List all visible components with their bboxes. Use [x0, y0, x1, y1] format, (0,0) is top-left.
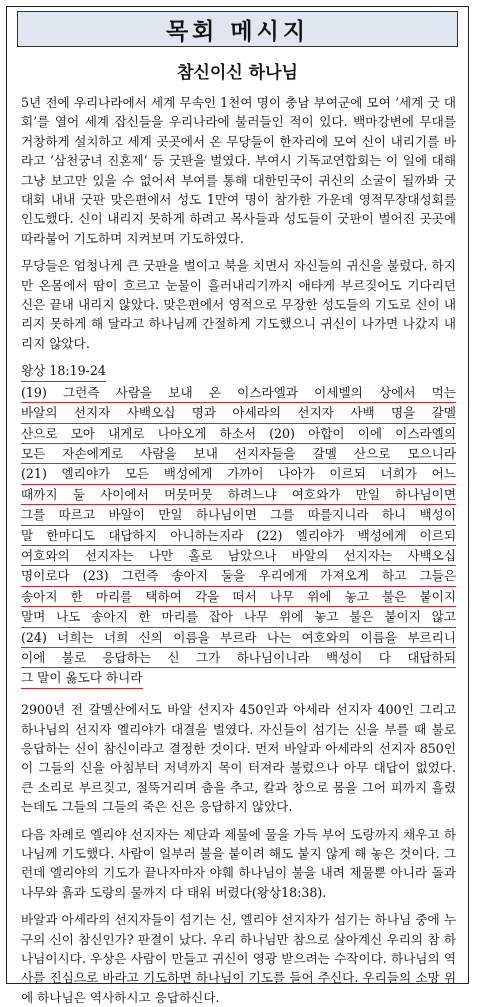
- paragraph: 바알과 아세라의 선지자들이 섬기는 신, 엘리야 선지자가 섬기는 하나님 중에 누구의 신이 참신인가? 판결이 났다. 우리 하나님만 참으로 살아계신 우리의 참 하나님이시다. 우상은 사람이 만들고 귀신이 영광 받으려는 수작이다. 하나님의 역사를 진심으로 바라고 기도하면 하나님이 기도를 들어 주신다. 우리들의 소망 위에 하나님은 역사하시고 응답하신다.: [21, 912, 456, 1005]
- scripture-line: 여호와의 선지자는 나만 홀로 남았으나 바알의 선지자는 사백오십: [21, 546, 456, 566]
- message-frame: [6, 6, 469, 1005]
- scripture-line: 때까지 둘 사이에서 머뭇머뭇 하려느냐 여호와가 만일 하나님이면: [21, 485, 456, 505]
- paragraph: 2900년 전 갈멜산에서도 바알 선지자 450인과 아세라 선지자 400인 그리고 하나님의 선지자 엘리야가 대결을 벌였다. 자신들이 섬기는 신을 부를 때 불로 응답하는 신이 참신이라고 결정한 것이다. 먼저 바알과 아세라의 선지자 850인이 그들의 신을 아침부터 저녁까지 목이 터져라 불렀으나 아무 대답이 없었다. 큰 소리로 부르짖고, 절뚝거리며 춤을 추고, 칼과 창으로 몸을 그어 피까지 흘렸는데도 그들의 그들의 죽은 신은 응답하지 않았다.: [21, 702, 456, 815]
- scripture-line: 말며 나도 송아지 한 마리를 잡아 나무 위에 놓고 불은 붙이지 않고: [21, 607, 456, 627]
- scripture-line: 바알의 선지자 사백오십 명과 아세라의 선지자 사백 명을 갈멜: [21, 403, 456, 423]
- scripture-line: 말 한마디도 대답하지 아니하는지라 (22) 엘리야가 백성에게 이르되: [21, 526, 456, 546]
- paragraph: 다음 차례로 엘리야 선지자는 제단과 제물에 물을 가득 부어 도랑까지 채우고 하나님께 기도했다. 사람이 일부러 불을 붙이려 해도 붙지 않게 해 놓은 것이다. 그런데 엘리야의 기도가 끝나자마자 야훼 하나님이 불을 내려 제물뿐 아니라 돌과 나무와 흙과 도랑의 물까지 다 태워 버렸다(왕상18:38).: [21, 826, 456, 900]
- paragraph: 무당들은 엄청나게 큰 굿판을 벌이고 북을 치면서 자신들의 귀신을 불렀다. 하지만 온몸에서 땀이 흐르고 눈물이 흘러내리기까지 애타게 부르짖어도 기다리던 신은 끝내 내리지 않았다. 맞은편에서 영적으로 무장한 성도들의 기도로 신이 내리지 못하게 해 달라고 하나님께 간절하게 기도했으니 귀신이 나가면 나갔지 내리지 않았다.: [21, 258, 456, 351]
- scripture-line: 명이로다 (23) 그런즉 송아지 둘을 우리에게 가져오게 하고 그들은: [21, 566, 456, 586]
- paragraph: 5년 전에 우리나라에서 세계 무속인 1천여 명이 충남 부여군에 모여 ‘세계 굿 대회’를 열어 세계 잡신들을 우리나라에 불러들인 적이 있다. 백마강변에 무대를 거창하게 설치하고 세계 곳곳에서 온 무당들이 한자리에 모여 신이 내리기를 바라고 ‘삼천궁녀 진혼제’ 등 굿판을 벌였다. 부여시 기독교연합회는 이 일에 대해 그냥 보고만 있을 수 없어서 부여를 통해 대한민국이 귀신의 소굴이 될까봐 굿 대회 내내 굿판 맞은편에서 성도 1만여 명이 참가한 가운데 영적무장대성회를 인도했다. 신이 내리지 못하게 하려고 목사들과 성도들이 굿판이 벌어진 곳곳에 따라붙어 기도하며 지켜보며 기도하였다.: [21, 95, 456, 246]
- scripture-line: 모든 자손에게로 사람을 보내 선지자들을 갈멜 산으로 모으니라: [21, 444, 456, 464]
- article-body: [7, 93, 468, 1007]
- scripture-block: [21, 361, 456, 694]
- sermon-subtitle: 참신이신 하나님: [177, 63, 298, 83]
- scripture-line: 송아지 한 마리를 택하여 각을 떠서 나무 위에 놓고 불은 붙이지: [21, 587, 456, 607]
- scripture-line: 이에 불로 응답하는 신 그가 하나님이니라 백성이 다 대답하되: [21, 648, 456, 668]
- scripture-line: 그 말이 옳도다 하니라: [21, 668, 143, 688]
- title-banner: [17, 11, 458, 47]
- scripture-line: (21) 엘리야가 모든 백성에게 가까이 나아가 이르되 너희가 어느: [21, 464, 456, 484]
- scripture-line: (24) 너희는 너희 신의 이름을 부르라 나는 여호와의 이름을 부르리니: [21, 628, 456, 648]
- page-title: 목회 메시지: [165, 18, 310, 45]
- scripture-line: 그를 따르고 바알이 만일 하나님이면 그를 따를지니라 하니 백성이: [21, 505, 456, 525]
- scripture-line: 산으로 모아 내게로 나아오게 하소서 (20) 아합이 이에 이스라엘의: [21, 424, 456, 444]
- scripture-line: (19) 그런즉 사람을 보내 온 이스라엘과 이세벨의 상에서 먹는: [21, 383, 456, 403]
- scripture-reference: 왕상 18:19-24: [21, 361, 106, 381]
